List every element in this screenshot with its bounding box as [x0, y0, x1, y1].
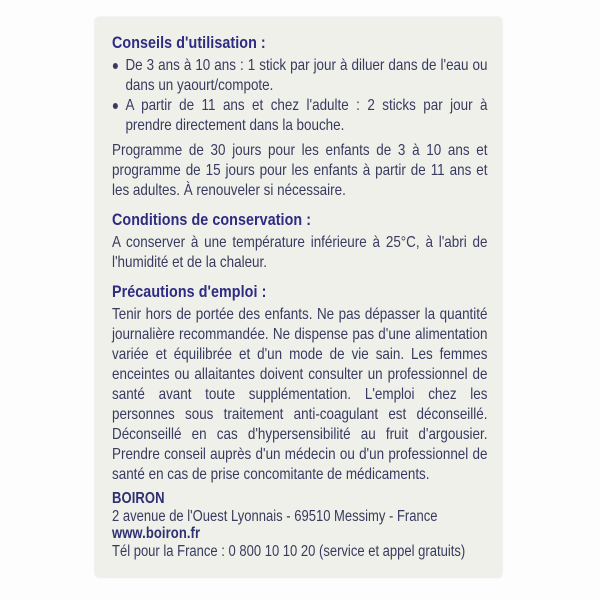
manufacturer-block: [112, 490, 487, 560]
list-item: [112, 56, 487, 96]
usage-heading: Conseils d'utilisation :: [112, 33, 266, 52]
product-label-card: [95, 17, 502, 577]
program-paragraph: Programme de 30 jours pour les enfants de 3 à 10 ans et programme de 15 jours pour les enfants à partir de 11 ans et les adultes. À renouveler si nécessaire.: [112, 142, 488, 199]
storage-heading: Conditions de conservation :: [112, 210, 312, 229]
precautions-paragraph: Tenir hors de portée des enfants. Ne pas dépasser la quantité journalière recommandée. Ne dispense pas d'une alimentation variée et équilibrée et d'un mode de vie sain. Les femmes enceintes ou allaitantes doivent consulter un professionnel de santé avant toute supplémentation. L'emploi chez les personnes sous traitement anti-coagulant est déconseillé. Déconseillé en cas d'hypersensibilité au fruit d'argousier. Prendre conseil auprès d'un médecin ou d'un professionnel de santé en cas de prise concomitante de médicaments.: [112, 306, 488, 483]
manufacturer-phone: Tél pour la France : 0 800 10 10 20 (service et appel gratuits): [112, 542, 466, 560]
bullet-icon: [113, 103, 118, 109]
manufacturer-name: BOIRON: [112, 490, 165, 507]
manufacturer-website: www.boiron.fr: [112, 525, 201, 542]
list-item: [112, 96, 487, 136]
precautions-heading: Précautions d'emploi :: [112, 282, 267, 301]
manufacturer-address: 2 avenue de l'Ouest Lyonnais - 69510 Messimy - France: [112, 507, 438, 525]
storage-paragraph: A conserver à une température inférieure à 25°C, à l'abri de l'humidité et de la chaleur.: [112, 234, 488, 271]
usage-bullet-text: De 3 ans à 10 ans : 1 stick par jour à diluer dans de l'eau ou dans un yaourt/compote.: [125, 57, 488, 94]
bullet-icon: [113, 63, 118, 69]
label-content: [112, 33, 487, 560]
usage-list: [112, 56, 487, 136]
usage-bullet-text: A partir de 11 ans et chez l'adulte : 2 sticks par jour à prendre directement dans la bouche.: [125, 97, 488, 134]
